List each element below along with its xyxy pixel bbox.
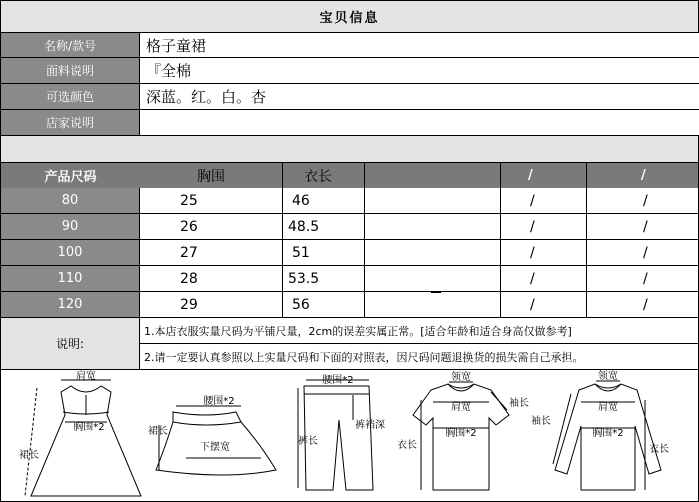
dress-chest-label: 胸围*2 (73, 422, 105, 433)
slash2-90: / (586, 214, 698, 240)
chest-100: 27 (140, 240, 282, 266)
slash1-80: / (500, 188, 586, 214)
chest-80: 25 (140, 188, 282, 214)
pants-rise-label: 裤裆深 (355, 420, 385, 431)
empty-100 (364, 240, 500, 266)
header-size: 产品尺码 (44, 170, 97, 185)
header-length: 衣长 (304, 168, 332, 185)
slash1-90: / (500, 214, 586, 240)
skirt-length-label: 裙长 (148, 426, 168, 437)
header-chest: 胸围 (197, 168, 225, 185)
info-label-shop-note: 店家说明 (1, 110, 140, 136)
notes-section (0, 318, 699, 370)
tshirt-length-label: 衣长 (397, 440, 417, 451)
skirt-hem-label: 下摆宽 (200, 442, 230, 453)
measurement-diagrams (0, 370, 699, 502)
size-110: 110 (1, 266, 140, 292)
length-80: 46 (282, 188, 364, 214)
length-120: 56 (282, 292, 364, 318)
slash1-100: / (500, 240, 586, 266)
longsleeve-collar-label: 领宽 (598, 371, 618, 382)
longsleeve-sleeve-label: 袖长 (531, 416, 551, 427)
skirt-diagram (156, 406, 276, 475)
empty-80 (364, 188, 500, 214)
note-line-2: 2.请一定要认真参照以上实量尺码和下面的对照表，因尺码问题退换货的损失需自己承担。 (144, 350, 584, 364)
info-value-fabric: 『全棉 (140, 58, 699, 84)
col-divider (282, 163, 283, 318)
slash2-100: / (586, 240, 698, 266)
skirt-waist-label: 腰围*2 (203, 396, 235, 407)
info-label-name: 名称/款号 (1, 33, 140, 58)
slash1-110: / (500, 266, 586, 292)
tshirt-chest-label: 胸围*2 (445, 428, 477, 439)
chest-120: 29 (140, 292, 282, 318)
empty-90 (364, 214, 500, 240)
tshirt-shoulder-label: 肩宽 (451, 402, 471, 413)
size-120: 120 (1, 292, 140, 318)
slash2-110: / (586, 266, 698, 292)
stray-mark (431, 292, 441, 293)
length-110: 53.5 (282, 266, 364, 292)
header-slash-2: / (641, 168, 646, 183)
slash1-120: / (500, 292, 586, 318)
info-value-colors: 深蓝。红。白。杏 (140, 84, 699, 110)
header-empty (364, 163, 500, 188)
chest-90: 26 (140, 214, 282, 240)
pants-diagram (298, 380, 373, 490)
slash2-80: / (586, 188, 698, 214)
size-table (0, 163, 699, 318)
empty-110 (364, 266, 500, 292)
length-90: 48.5 (282, 214, 364, 240)
length-100: 51 (282, 240, 364, 266)
notes-label: 说明: (1, 318, 140, 369)
info-value-name: 格子童裙 (140, 33, 699, 58)
diagram-canvas (1, 370, 698, 501)
info-label-fabric: 面料说明 (1, 58, 140, 84)
longsleeve-shoulder-label: 肩宽 (598, 402, 618, 413)
size-80: 80 (1, 188, 140, 214)
info-label-colors: 可选颜色 (1, 84, 140, 110)
pants-waist-label: 腰围*2 (322, 375, 354, 386)
tshirt-sleeve-label: 袖长 (509, 398, 529, 409)
col-divider (586, 163, 587, 318)
longsleeve-length-label: 衣长 (649, 444, 669, 455)
note-line-1: 1.本店衣服实量尺码为平铺尺量，2cm的误差实属正常。[适合年龄和适合身高仅做参考] (140, 318, 698, 344)
size-100: 100 (1, 240, 140, 266)
empty-120 (364, 292, 500, 318)
section-title: 宝贝信息 (0, 0, 699, 33)
dress-length-label: 裙长 (19, 450, 39, 461)
slash2-120: / (586, 292, 698, 318)
info-value-shop-note (140, 110, 699, 136)
col-divider (500, 163, 501, 318)
info-table (0, 33, 699, 136)
spacer-row (0, 136, 699, 163)
longsleeve-chest-label: 胸围*2 (592, 428, 624, 439)
tshirt-collar-label: 领宽 (451, 372, 471, 383)
pants-length-label: 裤长 (298, 436, 318, 447)
chest-110: 28 (140, 266, 282, 292)
dress-shoulder-label: 肩宽 (76, 371, 96, 382)
size-90: 90 (1, 214, 140, 240)
col-divider (364, 163, 365, 318)
dress-diagram (25, 380, 141, 496)
header-slash-1: / (528, 168, 533, 183)
